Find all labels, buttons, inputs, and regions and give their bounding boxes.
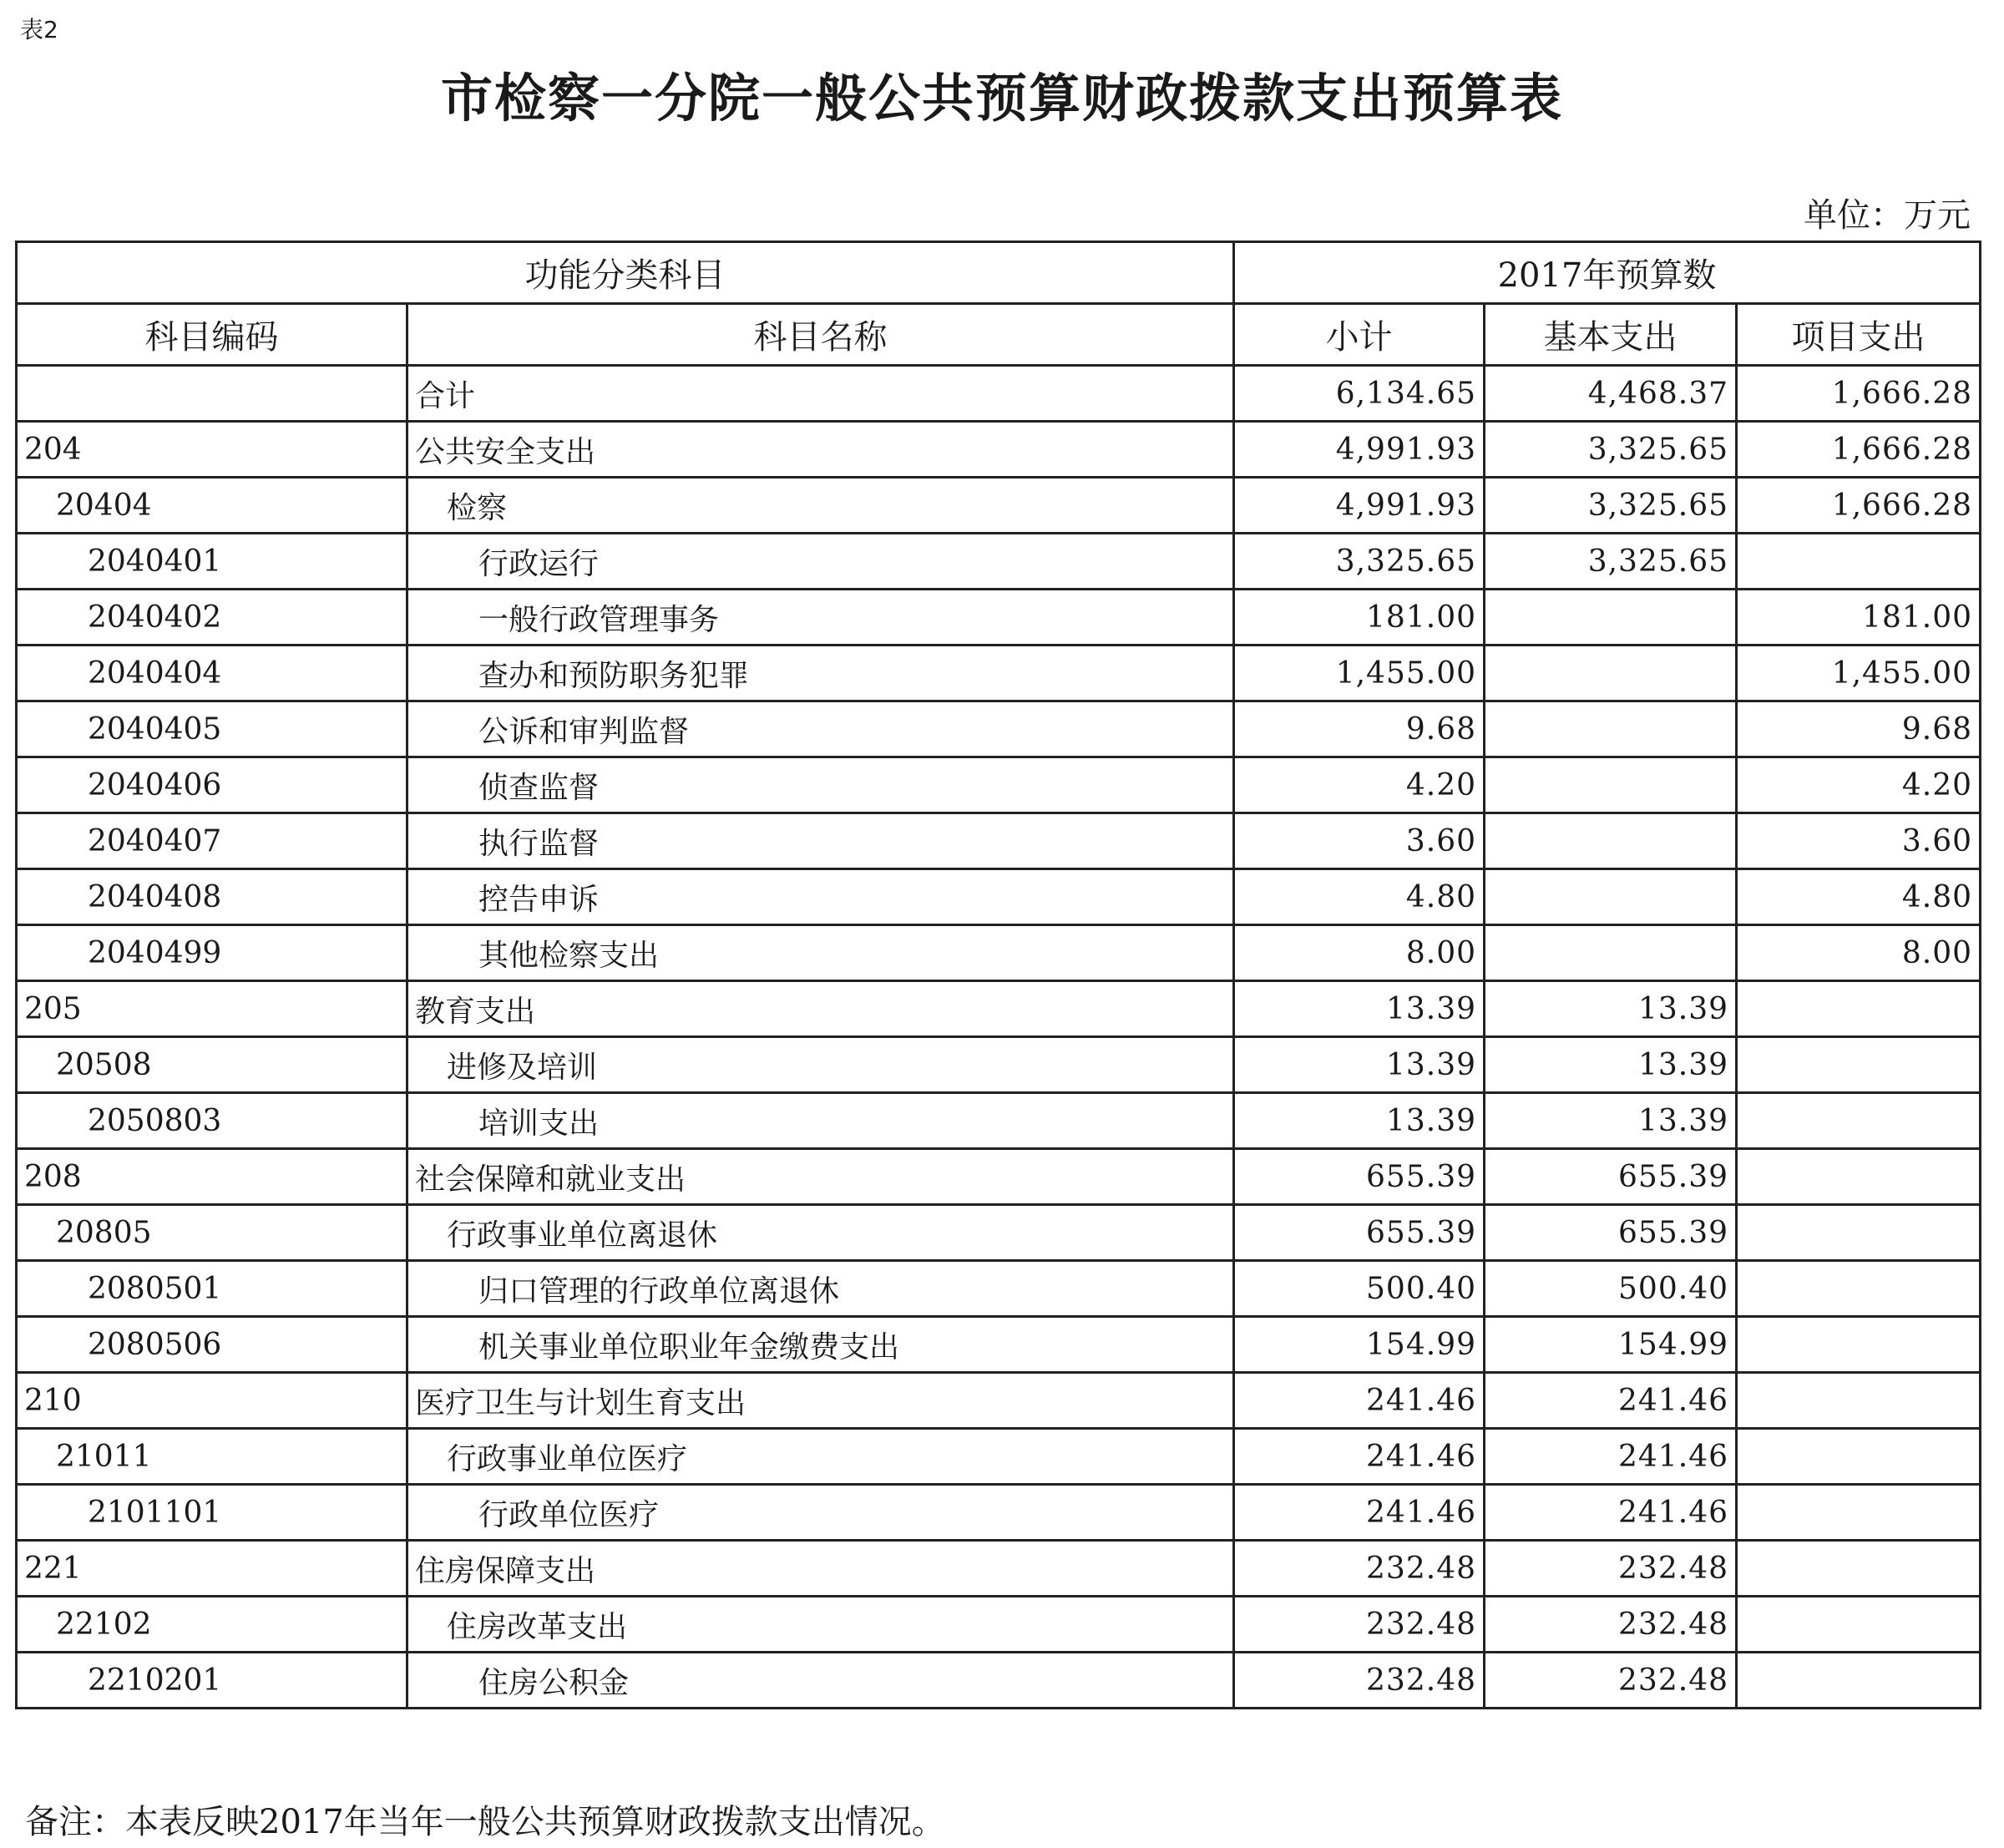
name-cell: 住房公积金 [407,1653,1234,1709]
subtotal-cell: 154.99 [1234,1317,1485,1373]
table-row [17,1317,1981,1373]
subtotal-cell: 1,455.00 [1234,646,1485,701]
project-cell [1737,1485,1981,1541]
table-row [17,1205,1981,1261]
project-cell [1737,981,1981,1037]
subtotal-cell: 655.39 [1234,1205,1485,1261]
basic-cell: 3,325.65 [1485,534,1737,590]
header-group-row [17,242,1981,304]
code-cell: 204 [17,422,407,478]
name-cell: 医疗卫生与计划生育支出 [407,1373,1234,1429]
name-cell: 机关事业单位职业年金缴费支出 [407,1317,1234,1373]
table-row [17,1485,1981,1541]
header-column-row [17,304,1981,366]
subtotal-cell: 4,991.93 [1234,478,1485,534]
code-cell: 20508 [17,1037,407,1093]
table-row [17,1597,1981,1653]
code-cell: 2040499 [17,925,407,981]
code-cell [17,366,407,422]
table-row [17,422,1981,478]
header-project-expenditure: 项目支出 [1737,304,1981,366]
project-cell: 3.60 [1737,813,1981,869]
budget-table [15,240,1981,1709]
project-cell: 1,666.28 [1737,422,1981,478]
name-cell: 住房保障支出 [407,1541,1234,1597]
name-cell: 公共安全支出 [407,422,1234,478]
project-cell [1737,1317,1981,1373]
table-row [17,1037,1981,1093]
code-cell: 2040405 [17,701,407,757]
subtotal-cell: 241.46 [1234,1429,1485,1485]
table-row [17,590,1981,646]
header-functional-classification: 功能分类科目 [17,242,1234,304]
basic-cell [1485,757,1737,813]
basic-cell: 13.39 [1485,981,1737,1037]
name-cell: 控告申诉 [407,869,1234,925]
table-row [17,1429,1981,1485]
project-cell [1737,1261,1981,1317]
project-cell [1737,1429,1981,1485]
project-cell [1737,1037,1981,1093]
code-cell: 20404 [17,478,407,534]
code-cell: 22102 [17,1597,407,1653]
subtotal-cell: 13.39 [1234,1093,1485,1149]
basic-cell: 232.48 [1485,1653,1737,1709]
table-row [17,869,1981,925]
project-cell [1737,534,1981,590]
name-cell: 其他检察支出 [407,925,1234,981]
name-cell: 一般行政管理事务 [407,590,1234,646]
subtotal-cell: 232.48 [1234,1541,1485,1597]
basic-cell: 154.99 [1485,1317,1737,1373]
code-cell: 2080506 [17,1317,407,1373]
table-row [17,981,1981,1037]
subtotal-cell: 4.80 [1234,869,1485,925]
name-cell: 侦查监督 [407,757,1234,813]
footnote: 备注：本表反映2017年当年一般公共预算财政拨款支出情况。 [25,1803,945,1841]
code-cell: 2210201 [17,1653,407,1709]
project-cell: 181.00 [1737,590,1981,646]
basic-cell [1485,646,1737,701]
project-cell [1737,1149,1981,1205]
name-cell: 公诉和审判监督 [407,701,1234,757]
code-cell: 210 [17,1373,407,1429]
table-row [17,813,1981,869]
name-cell: 行政事业单位离退休 [407,1205,1234,1261]
subtotal-cell: 232.48 [1234,1597,1485,1653]
name-cell: 培训支出 [407,1093,1234,1149]
subtotal-cell: 241.46 [1234,1485,1485,1541]
basic-cell: 3,325.65 [1485,478,1737,534]
table-row [17,534,1981,590]
table-row [17,478,1981,534]
name-cell: 合计 [407,366,1234,422]
subtotal-cell: 232.48 [1234,1653,1485,1709]
table-row [17,1149,1981,1205]
code-cell: 2040406 [17,757,407,813]
code-cell: 2040408 [17,869,407,925]
basic-cell: 3,325.65 [1485,422,1737,478]
name-cell: 行政运行 [407,534,1234,590]
code-cell: 2040407 [17,813,407,869]
basic-cell: 241.46 [1485,1485,1737,1541]
table-row [17,1373,1981,1429]
project-cell [1737,1653,1981,1709]
basic-cell: 241.46 [1485,1373,1737,1429]
subtotal-cell: 3,325.65 [1234,534,1485,590]
table-row [17,1653,1981,1709]
basic-cell: 232.48 [1485,1597,1737,1653]
subtotal-cell: 500.40 [1234,1261,1485,1317]
name-cell: 行政事业单位医疗 [407,1429,1234,1485]
name-cell: 进修及培训 [407,1037,1234,1093]
subtotal-cell: 13.39 [1234,1037,1485,1093]
code-cell: 2040402 [17,590,407,646]
project-cell [1737,1093,1981,1149]
header-basic-expenditure: 基本支出 [1485,304,1737,366]
code-cell: 2050803 [17,1093,407,1149]
page-title: 市检察一分院一般公共预算财政拨款支出预算表 [440,68,1563,129]
table-row [17,1541,1981,1597]
header-budget-2017: 2017年预算数 [1234,242,1981,304]
name-cell: 查办和预防职务犯罪 [407,646,1234,701]
subtotal-cell: 655.39 [1234,1149,1485,1205]
project-cell: 1,455.00 [1737,646,1981,701]
basic-cell: 13.39 [1485,1093,1737,1149]
basic-cell: 655.39 [1485,1149,1737,1205]
name-cell: 社会保障和就业支出 [407,1149,1234,1205]
project-cell: 1,666.28 [1737,478,1981,534]
code-cell: 2040401 [17,534,407,590]
name-cell: 归口管理的行政单位离退休 [407,1261,1234,1317]
basic-cell [1485,925,1737,981]
project-cell [1737,1597,1981,1653]
basic-cell [1485,701,1737,757]
table-row [17,757,1981,813]
subtotal-cell: 6,134.65 [1234,366,1485,422]
header-name: 科目名称 [407,304,1234,366]
code-cell: 2101101 [17,1485,407,1541]
project-cell: 1,666.28 [1737,366,1981,422]
basic-cell: 13.39 [1485,1037,1737,1093]
project-cell [1737,1541,1981,1597]
subtotal-cell: 3.60 [1234,813,1485,869]
code-cell: 21011 [17,1429,407,1485]
basic-cell: 4,468.37 [1485,366,1737,422]
subtotal-cell: 13.39 [1234,981,1485,1037]
project-cell: 9.68 [1737,701,1981,757]
table-row [17,646,1981,701]
name-cell: 执行监督 [407,813,1234,869]
project-cell: 4.20 [1737,757,1981,813]
table-row [17,701,1981,757]
subtotal-cell: 4,991.93 [1234,422,1485,478]
unit-label: 单位：万元 [1804,196,1971,235]
code-cell: 205 [17,981,407,1037]
table-body [17,366,1981,1709]
table-number-label: 表2 [20,16,58,43]
basic-cell [1485,590,1737,646]
subtotal-cell: 241.46 [1234,1373,1485,1429]
basic-cell: 500.40 [1485,1261,1737,1317]
basic-cell [1485,869,1737,925]
subtotal-cell: 8.00 [1234,925,1485,981]
subtotal-cell: 4.20 [1234,757,1485,813]
project-cell [1737,1373,1981,1429]
header-subtotal: 小计 [1234,304,1485,366]
basic-cell: 232.48 [1485,1541,1737,1597]
table-header [17,242,1981,366]
table-row [17,366,1981,422]
subtotal-cell: 9.68 [1234,701,1485,757]
name-cell: 教育支出 [407,981,1234,1037]
code-cell: 2080501 [17,1261,407,1317]
code-cell: 20805 [17,1205,407,1261]
name-cell: 检察 [407,478,1234,534]
table-row [17,925,1981,981]
subtotal-cell: 181.00 [1234,590,1485,646]
name-cell: 行政单位医疗 [407,1485,1234,1541]
project-cell [1737,1205,1981,1261]
header-code: 科目编码 [17,304,407,366]
code-cell: 2040404 [17,646,407,701]
project-cell: 4.80 [1737,869,1981,925]
table-row [17,1093,1981,1149]
code-cell: 221 [17,1541,407,1597]
basic-cell: 241.46 [1485,1429,1737,1485]
table-row [17,1261,1981,1317]
code-cell: 208 [17,1149,407,1205]
project-cell: 8.00 [1737,925,1981,981]
name-cell: 住房改革支出 [407,1597,1234,1653]
basic-cell [1485,813,1737,869]
basic-cell: 655.39 [1485,1205,1737,1261]
